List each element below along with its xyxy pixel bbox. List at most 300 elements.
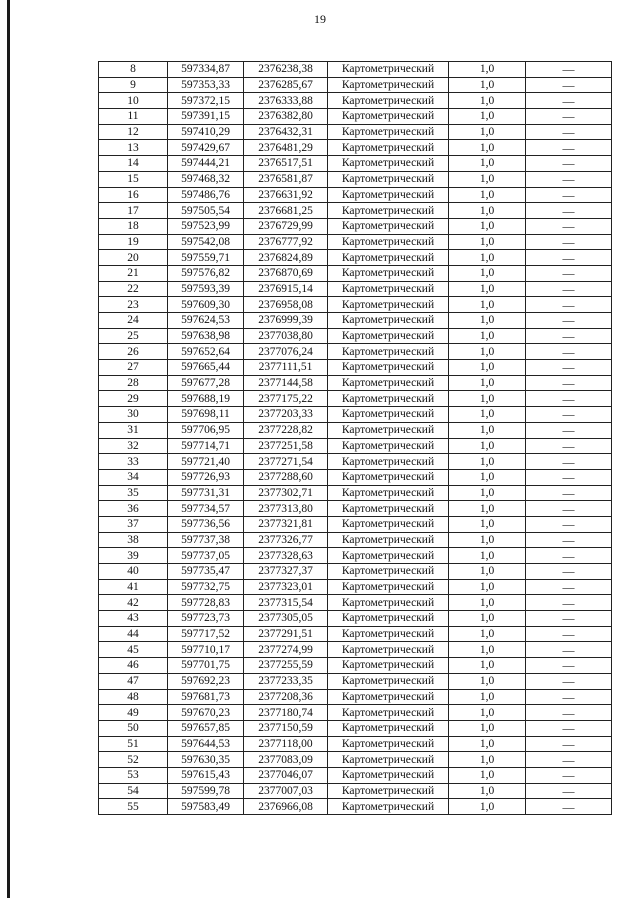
table-row bbox=[99, 658, 612, 674]
description-cell: — bbox=[526, 265, 612, 281]
method-cell: Картометрический bbox=[328, 642, 449, 658]
x-coordinate-cell: 597665,44 bbox=[168, 360, 244, 376]
y-coordinate-cell: 2376432,31 bbox=[244, 124, 328, 140]
point-number-cell: 24 bbox=[99, 313, 168, 329]
point-number-cell: 18 bbox=[99, 218, 168, 234]
description-cell: — bbox=[526, 564, 612, 580]
accuracy-cell: 1,0 bbox=[449, 595, 526, 611]
y-coordinate-cell: 2376999,39 bbox=[244, 313, 328, 329]
y-coordinate-cell: 2377291,51 bbox=[244, 626, 328, 642]
method-cell: Картометрический bbox=[328, 705, 449, 721]
accuracy-cell: 1,0 bbox=[449, 297, 526, 313]
table-row bbox=[99, 501, 612, 517]
accuracy-cell: 1,0 bbox=[449, 767, 526, 783]
description-cell: — bbox=[526, 626, 612, 642]
point-number-cell: 17 bbox=[99, 203, 168, 219]
method-cell: Картометрический bbox=[328, 783, 449, 799]
accuracy-cell: 1,0 bbox=[449, 156, 526, 172]
description-cell: — bbox=[526, 799, 612, 815]
description-cell: — bbox=[526, 422, 612, 438]
accuracy-cell: 1,0 bbox=[449, 187, 526, 203]
x-coordinate-cell: 597710,17 bbox=[168, 642, 244, 658]
accuracy-cell: 1,0 bbox=[449, 281, 526, 297]
point-number-cell: 8 bbox=[99, 62, 168, 78]
method-cell: Картометрический bbox=[328, 297, 449, 313]
description-cell: — bbox=[526, 501, 612, 517]
x-coordinate-cell: 597737,05 bbox=[168, 548, 244, 564]
point-number-cell: 28 bbox=[99, 375, 168, 391]
method-cell: Картометрический bbox=[328, 611, 449, 627]
accuracy-cell: 1,0 bbox=[449, 93, 526, 109]
table-row bbox=[99, 281, 612, 297]
x-coordinate-cell: 597644,53 bbox=[168, 736, 244, 752]
y-coordinate-cell: 2377007,03 bbox=[244, 783, 328, 799]
x-coordinate-cell: 597714,71 bbox=[168, 438, 244, 454]
description-cell: — bbox=[526, 595, 612, 611]
point-number-cell: 54 bbox=[99, 783, 168, 799]
y-coordinate-cell: 2377076,24 bbox=[244, 344, 328, 360]
method-cell: Картометрический bbox=[328, 171, 449, 187]
method-cell: Картометрический bbox=[328, 250, 449, 266]
accuracy-cell: 1,0 bbox=[449, 438, 526, 454]
y-coordinate-cell: 2377305,05 bbox=[244, 611, 328, 627]
y-coordinate-cell: 2377251,58 bbox=[244, 438, 328, 454]
method-cell: Картометрический bbox=[328, 438, 449, 454]
point-number-cell: 19 bbox=[99, 234, 168, 250]
accuracy-cell: 1,0 bbox=[449, 375, 526, 391]
point-number-cell: 34 bbox=[99, 469, 168, 485]
accuracy-cell: 1,0 bbox=[449, 250, 526, 266]
method-cell: Картометрический bbox=[328, 407, 449, 423]
accuracy-cell: 1,0 bbox=[449, 485, 526, 501]
x-coordinate-cell: 597723,73 bbox=[168, 611, 244, 627]
y-coordinate-cell: 2377144,58 bbox=[244, 375, 328, 391]
y-coordinate-cell: 2376681,25 bbox=[244, 203, 328, 219]
table-row bbox=[99, 62, 612, 78]
scan-edge-bar bbox=[7, 0, 10, 898]
table-row bbox=[99, 171, 612, 187]
y-coordinate-cell: 2377255,59 bbox=[244, 658, 328, 674]
y-coordinate-cell: 2377150,59 bbox=[244, 720, 328, 736]
y-coordinate-cell: 2376631,92 bbox=[244, 187, 328, 203]
point-number-cell: 12 bbox=[99, 124, 168, 140]
method-cell: Картометрический bbox=[328, 140, 449, 156]
table-row bbox=[99, 611, 612, 627]
description-cell: — bbox=[526, 203, 612, 219]
table-row bbox=[99, 124, 612, 140]
y-coordinate-cell: 2376777,92 bbox=[244, 234, 328, 250]
y-coordinate-cell: 2377111,51 bbox=[244, 360, 328, 376]
x-coordinate-cell: 597334,87 bbox=[168, 62, 244, 78]
y-coordinate-cell: 2376333,88 bbox=[244, 93, 328, 109]
table-row bbox=[99, 532, 612, 548]
y-coordinate-cell: 2377208,36 bbox=[244, 689, 328, 705]
description-cell: — bbox=[526, 93, 612, 109]
point-number-cell: 33 bbox=[99, 454, 168, 470]
point-number-cell: 35 bbox=[99, 485, 168, 501]
method-cell: Картометрический bbox=[328, 579, 449, 595]
accuracy-cell: 1,0 bbox=[449, 265, 526, 281]
accuracy-cell: 1,0 bbox=[449, 799, 526, 815]
accuracy-cell: 1,0 bbox=[449, 516, 526, 532]
point-number-cell: 14 bbox=[99, 156, 168, 172]
y-coordinate-cell: 2377323,01 bbox=[244, 579, 328, 595]
point-number-cell: 13 bbox=[99, 140, 168, 156]
y-coordinate-cell: 2377321,81 bbox=[244, 516, 328, 532]
table-row bbox=[99, 375, 612, 391]
y-coordinate-cell: 2376729,99 bbox=[244, 218, 328, 234]
x-coordinate-cell: 597410,29 bbox=[168, 124, 244, 140]
coordinates-table bbox=[98, 61, 612, 815]
description-cell: — bbox=[526, 328, 612, 344]
table-row bbox=[99, 469, 612, 485]
description-cell: — bbox=[526, 391, 612, 407]
accuracy-cell: 1,0 bbox=[449, 313, 526, 329]
method-cell: Картометрический bbox=[328, 375, 449, 391]
method-cell: Картометрический bbox=[328, 77, 449, 93]
accuracy-cell: 1,0 bbox=[449, 673, 526, 689]
description-cell: — bbox=[526, 313, 612, 329]
method-cell: Картометрический bbox=[328, 265, 449, 281]
y-coordinate-cell: 2376517,51 bbox=[244, 156, 328, 172]
x-coordinate-cell: 597542,08 bbox=[168, 234, 244, 250]
point-number-cell: 51 bbox=[99, 736, 168, 752]
point-number-cell: 44 bbox=[99, 626, 168, 642]
point-number-cell: 52 bbox=[99, 752, 168, 768]
x-coordinate-cell: 597652,64 bbox=[168, 344, 244, 360]
method-cell: Картометрический bbox=[328, 391, 449, 407]
y-coordinate-cell: 2377274,99 bbox=[244, 642, 328, 658]
x-coordinate-cell: 597732,75 bbox=[168, 579, 244, 595]
table-row bbox=[99, 454, 612, 470]
accuracy-cell: 1,0 bbox=[449, 344, 526, 360]
x-coordinate-cell: 597468,32 bbox=[168, 171, 244, 187]
y-coordinate-cell: 2377038,80 bbox=[244, 328, 328, 344]
description-cell: — bbox=[526, 77, 612, 93]
x-coordinate-cell: 597429,67 bbox=[168, 140, 244, 156]
point-number-cell: 37 bbox=[99, 516, 168, 532]
description-cell: — bbox=[526, 407, 612, 423]
point-number-cell: 23 bbox=[99, 297, 168, 313]
y-coordinate-cell: 2376958,08 bbox=[244, 297, 328, 313]
x-coordinate-cell: 597391,15 bbox=[168, 109, 244, 125]
point-number-cell: 15 bbox=[99, 171, 168, 187]
method-cell: Картометрический bbox=[328, 234, 449, 250]
description-cell: — bbox=[526, 469, 612, 485]
x-coordinate-cell: 597670,23 bbox=[168, 705, 244, 721]
accuracy-cell: 1,0 bbox=[449, 391, 526, 407]
table-row bbox=[99, 250, 612, 266]
point-number-cell: 38 bbox=[99, 532, 168, 548]
method-cell: Картометрический bbox=[328, 124, 449, 140]
x-coordinate-cell: 597630,35 bbox=[168, 752, 244, 768]
accuracy-cell: 1,0 bbox=[449, 469, 526, 485]
accuracy-cell: 1,0 bbox=[449, 626, 526, 642]
method-cell: Картометрический bbox=[328, 469, 449, 485]
point-number-cell: 32 bbox=[99, 438, 168, 454]
y-coordinate-cell: 2376870,69 bbox=[244, 265, 328, 281]
method-cell: Картометрический bbox=[328, 313, 449, 329]
table-row bbox=[99, 407, 612, 423]
point-number-cell: 47 bbox=[99, 673, 168, 689]
y-coordinate-cell: 2377175,22 bbox=[244, 391, 328, 407]
y-coordinate-cell: 2376966,08 bbox=[244, 799, 328, 815]
method-cell: Картометрический bbox=[328, 673, 449, 689]
description-cell: — bbox=[526, 360, 612, 376]
method-cell: Картометрический bbox=[328, 454, 449, 470]
method-cell: Картометрический bbox=[328, 720, 449, 736]
description-cell: — bbox=[526, 752, 612, 768]
description-cell: — bbox=[526, 140, 612, 156]
method-cell: Картометрический bbox=[328, 218, 449, 234]
description-cell: — bbox=[526, 109, 612, 125]
table-row bbox=[99, 297, 612, 313]
accuracy-cell: 1,0 bbox=[449, 454, 526, 470]
x-coordinate-cell: 597726,93 bbox=[168, 469, 244, 485]
table-row bbox=[99, 438, 612, 454]
y-coordinate-cell: 2377046,07 bbox=[244, 767, 328, 783]
method-cell: Картометрический bbox=[328, 626, 449, 642]
description-cell: — bbox=[526, 344, 612, 360]
point-number-cell: 31 bbox=[99, 422, 168, 438]
point-number-cell: 43 bbox=[99, 611, 168, 627]
table-row bbox=[99, 626, 612, 642]
point-number-cell: 20 bbox=[99, 250, 168, 266]
method-cell: Картометрический bbox=[328, 501, 449, 517]
y-coordinate-cell: 2377288,60 bbox=[244, 469, 328, 485]
x-coordinate-cell: 597734,57 bbox=[168, 501, 244, 517]
x-coordinate-cell: 597681,73 bbox=[168, 689, 244, 705]
x-coordinate-cell: 597706,95 bbox=[168, 422, 244, 438]
description-cell: — bbox=[526, 171, 612, 187]
point-number-cell: 40 bbox=[99, 564, 168, 580]
table-row bbox=[99, 516, 612, 532]
table-row bbox=[99, 736, 612, 752]
y-coordinate-cell: 2376285,67 bbox=[244, 77, 328, 93]
y-coordinate-cell: 2376915,14 bbox=[244, 281, 328, 297]
accuracy-cell: 1,0 bbox=[449, 548, 526, 564]
y-coordinate-cell: 2377233,35 bbox=[244, 673, 328, 689]
method-cell: Картометрический bbox=[328, 595, 449, 611]
y-coordinate-cell: 2377180,74 bbox=[244, 705, 328, 721]
table-row bbox=[99, 218, 612, 234]
method-cell: Картометрический bbox=[328, 767, 449, 783]
point-number-cell: 11 bbox=[99, 109, 168, 125]
x-coordinate-cell: 597717,52 bbox=[168, 626, 244, 642]
method-cell: Картометрический bbox=[328, 799, 449, 815]
y-coordinate-cell: 2376581,87 bbox=[244, 171, 328, 187]
x-coordinate-cell: 597737,38 bbox=[168, 532, 244, 548]
x-coordinate-cell: 597677,28 bbox=[168, 375, 244, 391]
y-coordinate-cell: 2377302,71 bbox=[244, 485, 328, 501]
accuracy-cell: 1,0 bbox=[449, 140, 526, 156]
table-row bbox=[99, 328, 612, 344]
x-coordinate-cell: 597638,98 bbox=[168, 328, 244, 344]
description-cell: — bbox=[526, 532, 612, 548]
accuracy-cell: 1,0 bbox=[449, 579, 526, 595]
table-row bbox=[99, 187, 612, 203]
accuracy-cell: 1,0 bbox=[449, 642, 526, 658]
description-cell: — bbox=[526, 689, 612, 705]
accuracy-cell: 1,0 bbox=[449, 705, 526, 721]
description-cell: — bbox=[526, 767, 612, 783]
table-row bbox=[99, 234, 612, 250]
table-row bbox=[99, 564, 612, 580]
point-number-cell: 55 bbox=[99, 799, 168, 815]
description-cell: — bbox=[526, 548, 612, 564]
table-row bbox=[99, 391, 612, 407]
table-row bbox=[99, 313, 612, 329]
description-cell: — bbox=[526, 438, 612, 454]
point-number-cell: 39 bbox=[99, 548, 168, 564]
point-number-cell: 41 bbox=[99, 579, 168, 595]
description-cell: — bbox=[526, 124, 612, 140]
method-cell: Картометрический bbox=[328, 548, 449, 564]
accuracy-cell: 1,0 bbox=[449, 720, 526, 736]
method-cell: Картометрический bbox=[328, 516, 449, 532]
point-number-cell: 26 bbox=[99, 344, 168, 360]
description-cell: — bbox=[526, 736, 612, 752]
method-cell: Картометрический bbox=[328, 689, 449, 705]
y-coordinate-cell: 2376382,80 bbox=[244, 109, 328, 125]
point-number-cell: 42 bbox=[99, 595, 168, 611]
accuracy-cell: 1,0 bbox=[449, 124, 526, 140]
x-coordinate-cell: 597486,76 bbox=[168, 187, 244, 203]
method-cell: Картометрический bbox=[328, 109, 449, 125]
accuracy-cell: 1,0 bbox=[449, 611, 526, 627]
table-row bbox=[99, 642, 612, 658]
point-number-cell: 46 bbox=[99, 658, 168, 674]
description-cell: — bbox=[526, 234, 612, 250]
table-row bbox=[99, 767, 612, 783]
description-cell: — bbox=[526, 658, 612, 674]
description-cell: — bbox=[526, 62, 612, 78]
table-row bbox=[99, 203, 612, 219]
accuracy-cell: 1,0 bbox=[449, 752, 526, 768]
x-coordinate-cell: 597593,39 bbox=[168, 281, 244, 297]
y-coordinate-cell: 2376481,29 bbox=[244, 140, 328, 156]
accuracy-cell: 1,0 bbox=[449, 783, 526, 799]
table-row bbox=[99, 673, 612, 689]
y-coordinate-cell: 2377327,37 bbox=[244, 564, 328, 580]
x-coordinate-cell: 597505,54 bbox=[168, 203, 244, 219]
point-number-cell: 45 bbox=[99, 642, 168, 658]
description-cell: — bbox=[526, 705, 612, 721]
y-coordinate-cell: 2377228,82 bbox=[244, 422, 328, 438]
accuracy-cell: 1,0 bbox=[449, 658, 526, 674]
point-number-cell: 10 bbox=[99, 93, 168, 109]
point-number-cell: 53 bbox=[99, 767, 168, 783]
accuracy-cell: 1,0 bbox=[449, 689, 526, 705]
x-coordinate-cell: 597583,49 bbox=[168, 799, 244, 815]
y-coordinate-cell: 2377326,77 bbox=[244, 532, 328, 548]
method-cell: Картометрический bbox=[328, 156, 449, 172]
accuracy-cell: 1,0 bbox=[449, 218, 526, 234]
accuracy-cell: 1,0 bbox=[449, 532, 526, 548]
method-cell: Картометрический bbox=[328, 422, 449, 438]
accuracy-cell: 1,0 bbox=[449, 203, 526, 219]
table-row bbox=[99, 720, 612, 736]
accuracy-cell: 1,0 bbox=[449, 109, 526, 125]
method-cell: Картометрический bbox=[328, 344, 449, 360]
accuracy-cell: 1,0 bbox=[449, 736, 526, 752]
accuracy-cell: 1,0 bbox=[449, 77, 526, 93]
x-coordinate-cell: 597701,75 bbox=[168, 658, 244, 674]
accuracy-cell: 1,0 bbox=[449, 564, 526, 580]
x-coordinate-cell: 597609,30 bbox=[168, 297, 244, 313]
table-row bbox=[99, 360, 612, 376]
method-cell: Картометрический bbox=[328, 485, 449, 501]
method-cell: Картометрический bbox=[328, 93, 449, 109]
description-cell: — bbox=[526, 250, 612, 266]
coordinates-table-body bbox=[99, 62, 612, 815]
x-coordinate-cell: 597688,19 bbox=[168, 391, 244, 407]
x-coordinate-cell: 597615,43 bbox=[168, 767, 244, 783]
method-cell: Картометрический bbox=[328, 736, 449, 752]
y-coordinate-cell: 2377271,54 bbox=[244, 454, 328, 470]
y-coordinate-cell: 2377203,33 bbox=[244, 407, 328, 423]
point-number-cell: 48 bbox=[99, 689, 168, 705]
point-number-cell: 9 bbox=[99, 77, 168, 93]
accuracy-cell: 1,0 bbox=[449, 328, 526, 344]
method-cell: Картометрический bbox=[328, 203, 449, 219]
method-cell: Картометрический bbox=[328, 281, 449, 297]
accuracy-cell: 1,0 bbox=[449, 171, 526, 187]
accuracy-cell: 1,0 bbox=[449, 407, 526, 423]
x-coordinate-cell: 597728,83 bbox=[168, 595, 244, 611]
point-number-cell: 50 bbox=[99, 720, 168, 736]
y-coordinate-cell: 2377315,54 bbox=[244, 595, 328, 611]
x-coordinate-cell: 597721,40 bbox=[168, 454, 244, 470]
x-coordinate-cell: 597559,71 bbox=[168, 250, 244, 266]
x-coordinate-cell: 597353,33 bbox=[168, 77, 244, 93]
point-number-cell: 22 bbox=[99, 281, 168, 297]
table-row bbox=[99, 783, 612, 799]
x-coordinate-cell: 597624,53 bbox=[168, 313, 244, 329]
table-row bbox=[99, 705, 612, 721]
x-coordinate-cell: 597731,31 bbox=[168, 485, 244, 501]
description-cell: — bbox=[526, 642, 612, 658]
y-coordinate-cell: 2377313,80 bbox=[244, 501, 328, 517]
description-cell: — bbox=[526, 720, 612, 736]
description-cell: — bbox=[526, 375, 612, 391]
table-row bbox=[99, 140, 612, 156]
x-coordinate-cell: 597692,23 bbox=[168, 673, 244, 689]
method-cell: Картометрический bbox=[328, 328, 449, 344]
table-row bbox=[99, 265, 612, 281]
table-row bbox=[99, 93, 612, 109]
accuracy-cell: 1,0 bbox=[449, 234, 526, 250]
description-cell: — bbox=[526, 516, 612, 532]
accuracy-cell: 1,0 bbox=[449, 422, 526, 438]
table-row bbox=[99, 344, 612, 360]
description-cell: — bbox=[526, 673, 612, 689]
table-row bbox=[99, 579, 612, 595]
y-coordinate-cell: 2376824,89 bbox=[244, 250, 328, 266]
point-number-cell: 21 bbox=[99, 265, 168, 281]
x-coordinate-cell: 597599,78 bbox=[168, 783, 244, 799]
table-row bbox=[99, 799, 612, 815]
accuracy-cell: 1,0 bbox=[449, 360, 526, 376]
table-row bbox=[99, 109, 612, 125]
description-cell: — bbox=[526, 297, 612, 313]
accuracy-cell: 1,0 bbox=[449, 62, 526, 78]
y-coordinate-cell: 2377328,63 bbox=[244, 548, 328, 564]
description-cell: — bbox=[526, 187, 612, 203]
table-row bbox=[99, 752, 612, 768]
description-cell: — bbox=[526, 281, 612, 297]
method-cell: Картометрический bbox=[328, 752, 449, 768]
